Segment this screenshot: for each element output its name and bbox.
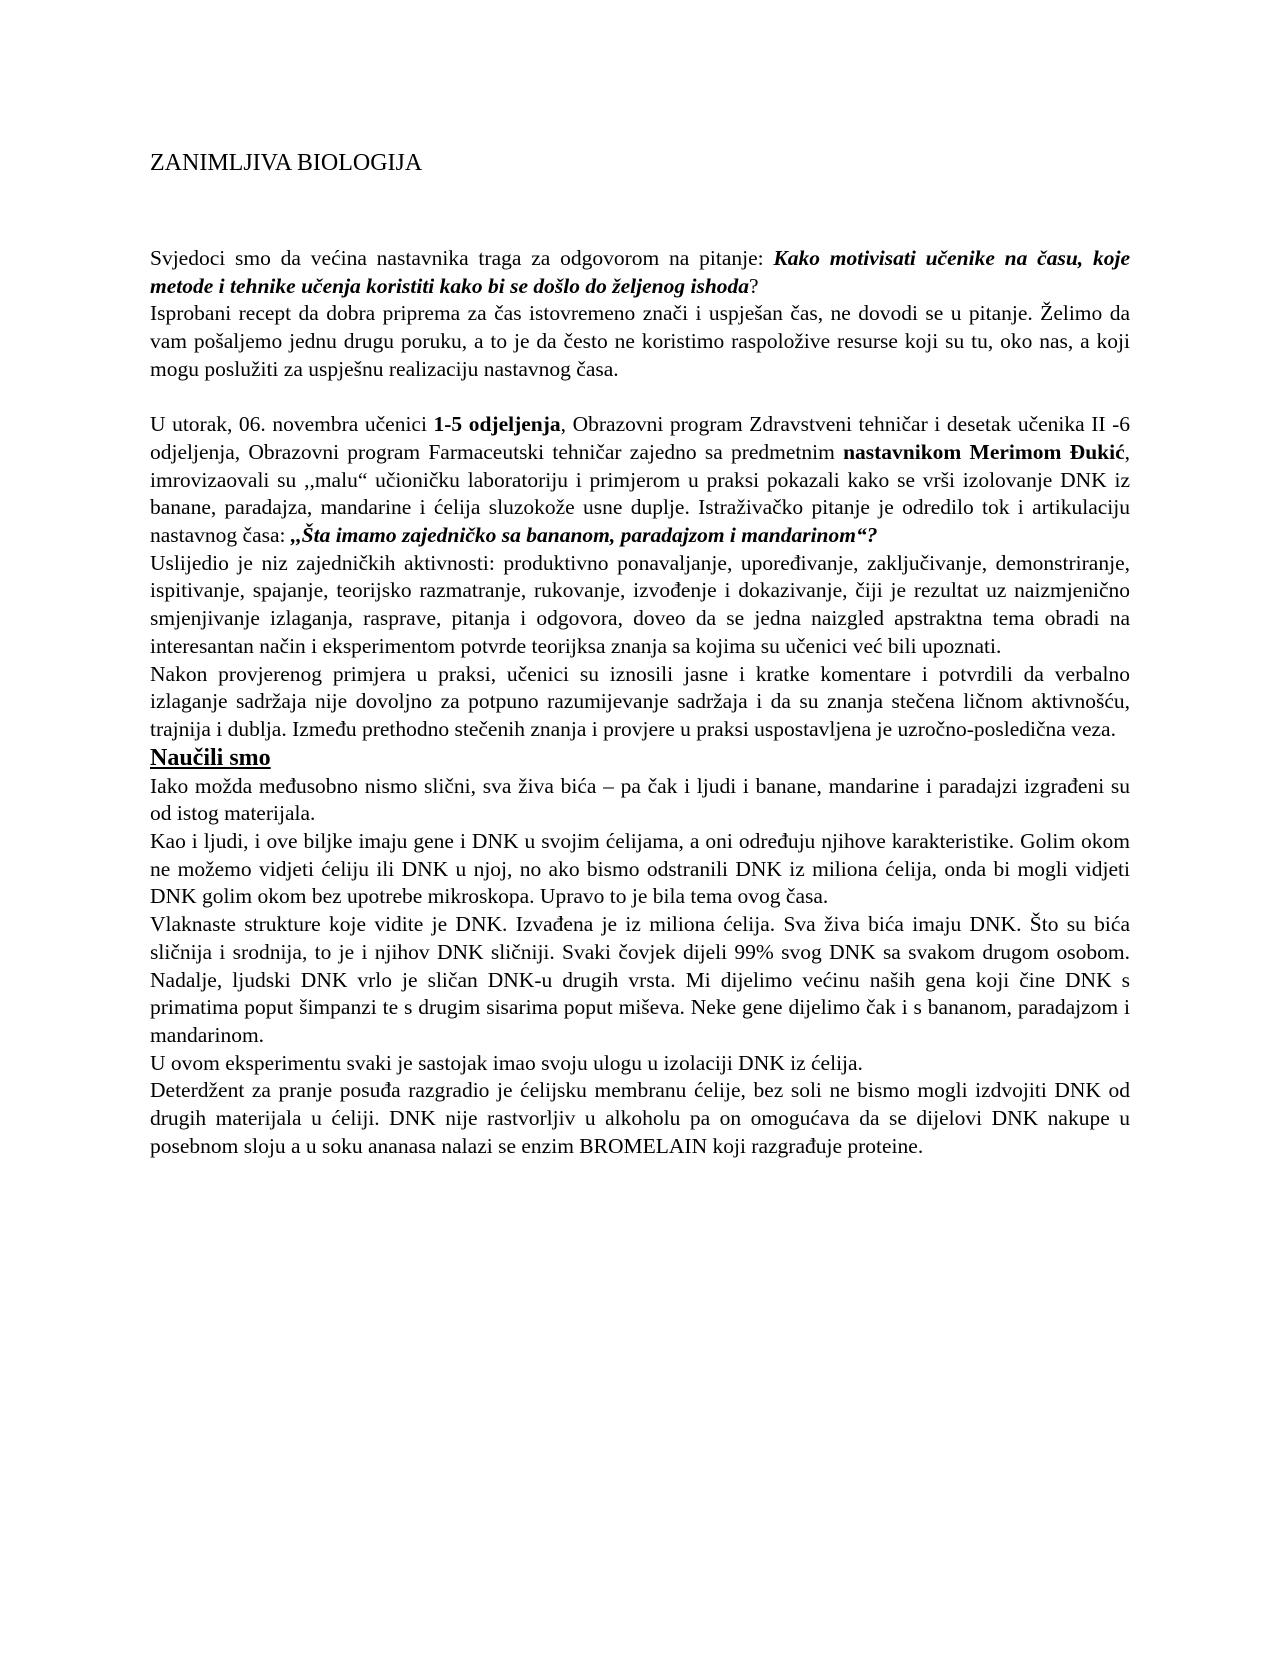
research-question: ,,Šta imamo zajedničko sa bananom, paradajzom i mandarinom“? bbox=[290, 523, 878, 548]
ingredients-paragraph: Deterdžent za pranje posuđa razgradio je ćelijsku membranu ćelije, bez soli ne bismo mogli izdvojiti DNK od drugih materijala u ćeliji. DNK nije rastvorljiv u alkoholu pa on omogućava da se dijelovi DNK nakupe u posebnom sloju a u soku ananasa nalazi se enzim BROMELAIN koji razgrađuje proteine. bbox=[150, 1078, 1130, 1158]
comments-paragraph: Nakon provjerenog primjera u praksi, učenici su iznosili jasne i kratke komentare i potvrdili da verbalno izlaganje sadržaja nije dovoljno za potpuno razumijevanje sadržaja i da su znanja stečena ličnom aktivnošću, trajnija i dublja. Između prethodno stečenih znanja i provjere u praksi uspostavljena je uzročno-posledična veza. bbox=[150, 661, 1130, 741]
event-text-c: , Obrazovni program Zdravstveni tehničar i desetak učenika II -6 odjeljenja, Obrazovni program Farmaceutski tehničar zajedno sa predmetnim bbox=[150, 412, 1131, 464]
dna-paragraph: Vlaknaste strukture koje vidite je DNK. Izvađena je iz miliona ćelija. Sva živa bića imaju DNK. Što su bića sličnija i srodnija, to je i njihov DNK sličniji. Svaki čovjek dijeli 99% svog DNK sa svakom drugom osobom. Nadalje, ljudski DNK vrlo je sličan DNK-u drugih vrsta. Mi dijelimo većinu naših gena koji čine DNK s primatima poput šimpanzi te s drugim sisarima poput miševa. Neke gene dijelimo čak i s bananom, paradajzom i mandarinom. bbox=[150, 912, 1130, 1047]
event-class: 1-5 odjeljenja bbox=[433, 412, 561, 437]
section-heading: Naučili smo bbox=[150, 744, 271, 771]
intro-end: ? bbox=[749, 273, 759, 298]
genes-paragraph: Kao i ljudi, i ove biljke imaju gene i DNK u svojim ćelijama, a oni određuju njihove karakteristike. Golim okom ne možemo vidjeti ćeliju ili DNK u njoj, no ako bismo odstranili DNK iz miliona ćelija, onda bi mogli vidjeti DNK golim okom bez upotrebe mikroskopa. Upravo to je bila tema ovog časa. bbox=[150, 829, 1130, 909]
event-teacher: nastavnikom Merimom Đukić bbox=[843, 439, 1125, 464]
similarity-paragraph: Iako možda međusobno nismo slični, sva živa bića – pa čak i ljudi i banane, mandarine i paradajzi izgrađeni su od istog materijala. bbox=[150, 773, 1130, 826]
event-text-e: , imrovizaovali su ,,malu“ učioničku laboratoriju i primjerom u praksi pokazali kako se vrši izolovanje DNK iz banane, paradajza, mandarine i ćelija sluzokože usne duplje. Istraživačko pitanje je odredilo tok i artikulaciju nastavnog časa: bbox=[150, 439, 1131, 548]
document-title: ZANIMLJIVA BIOLOGIJA bbox=[150, 150, 423, 176]
intro-paragraph bbox=[150, 245, 1130, 300]
event-paragraph bbox=[150, 411, 1130, 550]
document-body bbox=[150, 245, 1130, 1160]
event-text-a: U utorak, 06. novembra učenici bbox=[150, 412, 434, 437]
intro-text: Svjedoci smo da većina nastavnika traga za odgovorom na pitanje: bbox=[150, 246, 774, 270]
intro-question: Kako motivisati učenike na času, koje metode i tehnike učenja koristiti kako bi se došlo do željenog ishoda bbox=[150, 246, 1130, 298]
paragraph-gap bbox=[150, 384, 1130, 412]
recipe-paragraph: Isprobani recept da dobra priprema za čas istovremeno znači i uspješan čas, ne dovodi se u pitanje. Želimo da vam pošaljemo jednu drugu poruku, a to je da često ne koristimo raspoložive resurse koji su tu, oko nas, a koji mogu poslužiti za uspješnu realizaciju nastavnog časa. bbox=[150, 301, 1130, 381]
activities-paragraph: Uslijedio je niz zajedničkih aktivnosti: produktivno ponavaljanje, upoređivanje, zaključivanje, demonstriranje, ispitivanje, spajanje, teorijsko razmatranje, rukovanje, izvođenje i dokazivanje, čiji je rezultat uz naizmjenično smjenjivanje izlaganja, rasprave, pitanja i odgovora, doveo da se jedna naizgled apstraktna tema obradi na interesantan način i eksperimentom potvrde teorijksa znanja sa kojima su učenici već bili upoznati. bbox=[150, 550, 1130, 658]
experiment-paragraph: U ovom eksperimentu svaki je sastojak imao svoju ulogu u izolaciji DNK iz ćelija. bbox=[150, 1050, 863, 1075]
